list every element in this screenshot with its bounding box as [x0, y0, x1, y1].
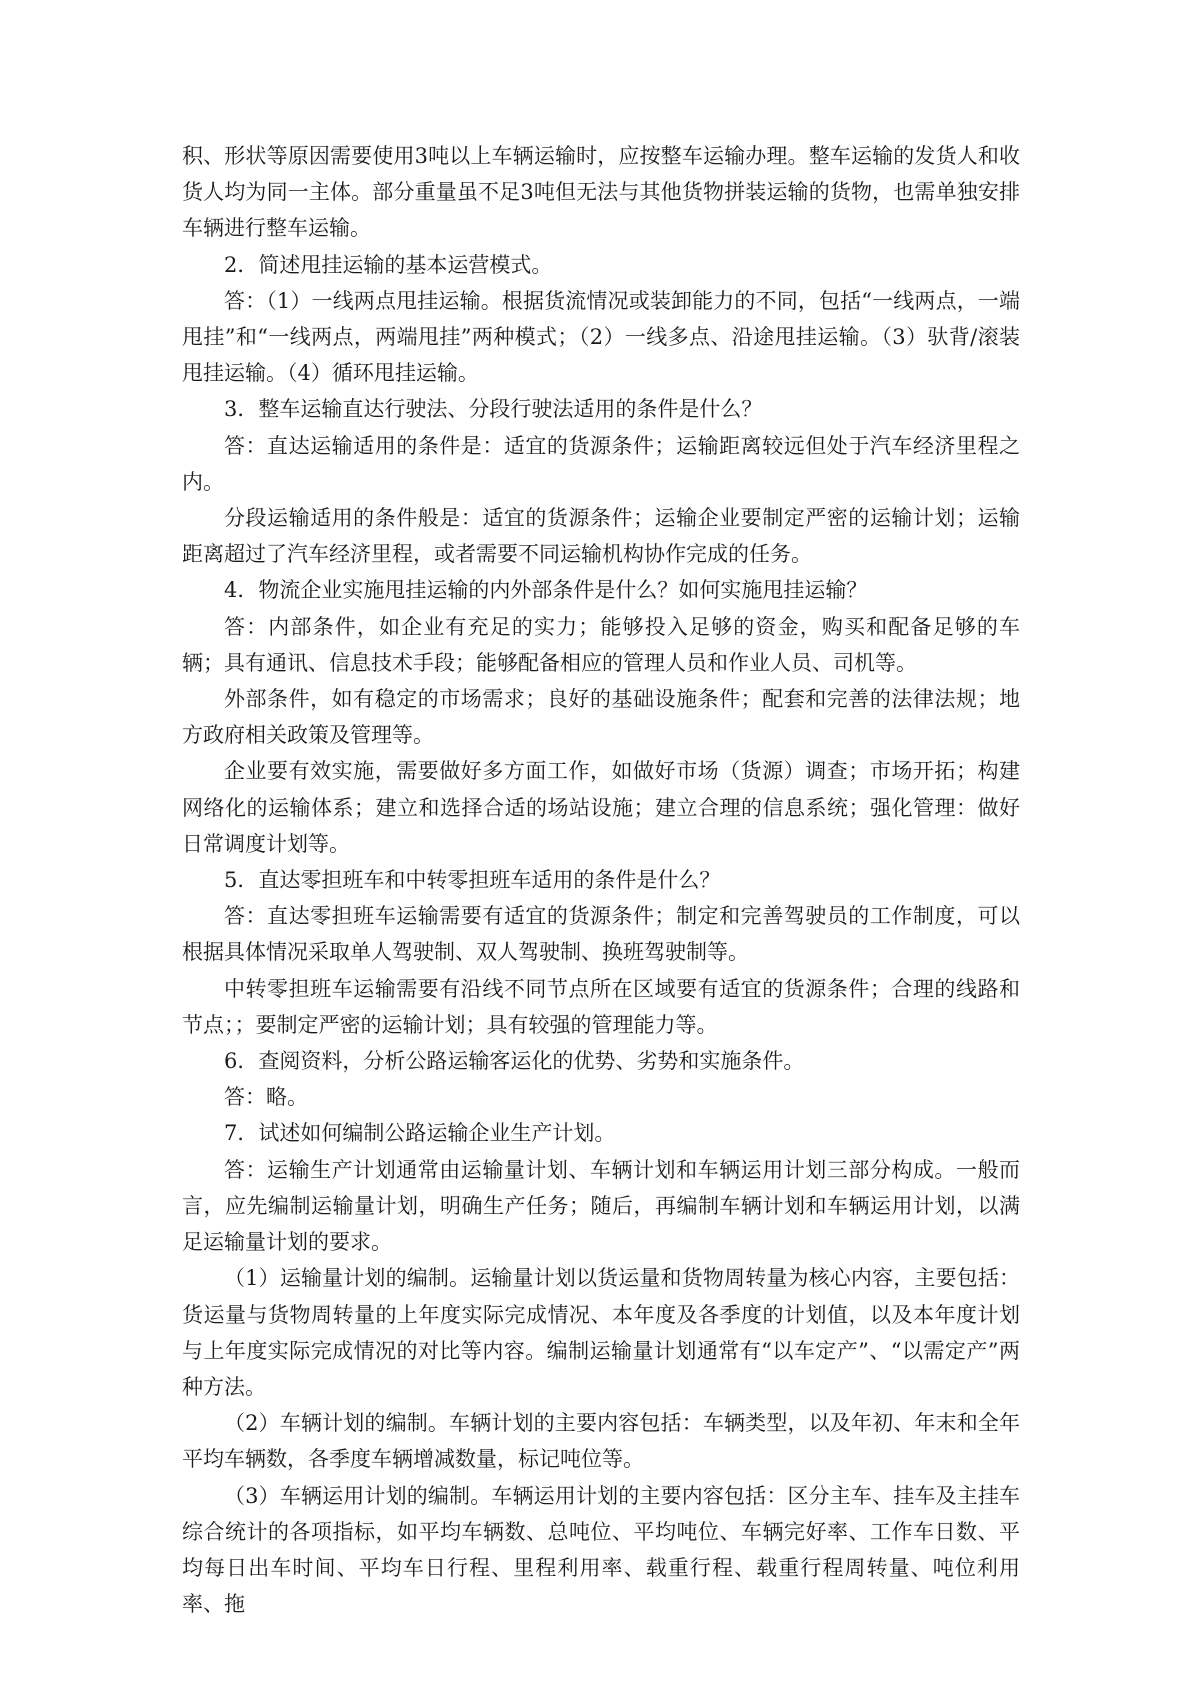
question-4: 4．物流企业实施甩挂运输的内外部条件是什么？如何实施甩挂运输？ — [224, 578, 868, 603]
answer-4-implementation: 企业要有效实施，需要做好多方面工作，如做好市场（货源）调查；市场开拓；构建网络化的运输体系；建立和选择合适的场站设施；建立合理的信息系统；强化管理：做好日常调度计划等。 — [182, 759, 1020, 856]
answer-3-segmented: 分段运输适用的条件般是：适宜的货源条件；运输企业要制定严密的运输计划；运输距离超过了汽车经济里程，或者需要不同运输机构协作完成的任务。 — [182, 506, 1020, 567]
answer-4-external: 外部条件，如有稳定的市场需求；良好的基础设施条件；配套和完善的法律法规；地方政府相关政策及管理等。 — [182, 687, 1020, 748]
answer-7-intro: 答：运输生产计划通常由运输量计划、车辆计划和车辆运用计划三部分构成。一般而言，应先编制运输量计划，明确生产任务；随后，再编制车辆计划和车辆运用计划，以满足运输量计划的要求。 — [182, 1157, 1020, 1255]
answer-2: 答：（1）一线两点甩挂运输。根据货流情况或装卸能力的不同，包括“一线两点，一端甩挂”和“一线两点，两端甩挂”两种模式；（2）一线多点、沿途甩挂运输。（3）驮背/滚装甩挂运输。（4）循环甩挂运输。 — [182, 288, 1020, 386]
answer-7-vehicle-use-plan: （3）车辆运用计划的编制。车辆运用计划的主要内容包括：区分主车、挂车及主挂车综合统计的各项指标，如平均车辆数、总吨位、平均吨位、车辆完好率、工作车日数、平均每日出车时间、平均车日行程、里程利用率、载重行程、载重行程周转量、吨位利用率、拖 — [182, 1483, 1020, 1617]
question-3: 3．整车运输直达行驶法、分段行驶法适用的条件是什么？ — [224, 397, 763, 422]
answer-5-transfer: 中转零担班车运输需要有沿线不同节点所在区域要有适宜的货源条件；合理的线路和节点；；要制定严密的运输计划；具有较强的管理能力等。 — [182, 976, 1020, 1037]
answer-4-internal: 答：内部条件，如企业有充足的实力；能够投入足够的资金，购买和配备足够的车辆；具有通讯、信息技术手段；能够配备相应的管理人员和作业人员、司机等。 — [182, 614, 1020, 675]
question-7: 7．试述如何编制公路运输企业生产计划。 — [224, 1121, 616, 1146]
answer-5-direct: 答：直达零担班车运输需要有适宜的货源条件；制定和完善驾驶员的工作制度，可以根据具体情况采取单人驾驶制、双人驾驶制、换班驾驶制等。 — [182, 904, 1020, 965]
answer-6: 答：略。 — [224, 1085, 308, 1110]
answer-7-volume-plan: （1）运输量计划的编制。运输量计划以货运量和货物周转量为核心内容，主要包括：货运量与货物周转量的上年度实际完成情况、本年度及各季度的计划值，以及本年度计划与上年度实际完成情况的对比等内容。编制运输量计划通常有“以车定产”、“以需定产”两种方法。 — [182, 1266, 1020, 1399]
question-2: 2．简述甩挂运输的基本运营模式。 — [224, 252, 553, 277]
answer-3-direct: 答：直达运输适用的条件是：适宜的货源条件；运输距离较远但处于汽车经济里程之内。 — [182, 433, 1020, 494]
document-page — [182, 138, 1020, 1622]
question-6: 6．查阅资料，分析公路运输客运化的优势、劣势和实施条件。 — [224, 1049, 805, 1074]
question-5: 5．直达零担班车和中转零担班车适用的条件是什么？ — [224, 868, 721, 893]
paragraph-continued: 积、形状等原因需要使用3吨以上车辆运输时，应按整车运输办理。整车运输的发货人和收货人均为同一主体。部分重量虽不足3吨但无法与其他货物拼装运输的货物，也需单独安排车辆进行整车运输。 — [182, 144, 1020, 241]
answer-7-vehicle-plan: （2）车辆计划的编制。车辆计划的主要内容包括：车辆类型，以及年初、年末和全年平均车辆数，各季度车辆增减数量，标记吨位等。 — [182, 1411, 1020, 1472]
